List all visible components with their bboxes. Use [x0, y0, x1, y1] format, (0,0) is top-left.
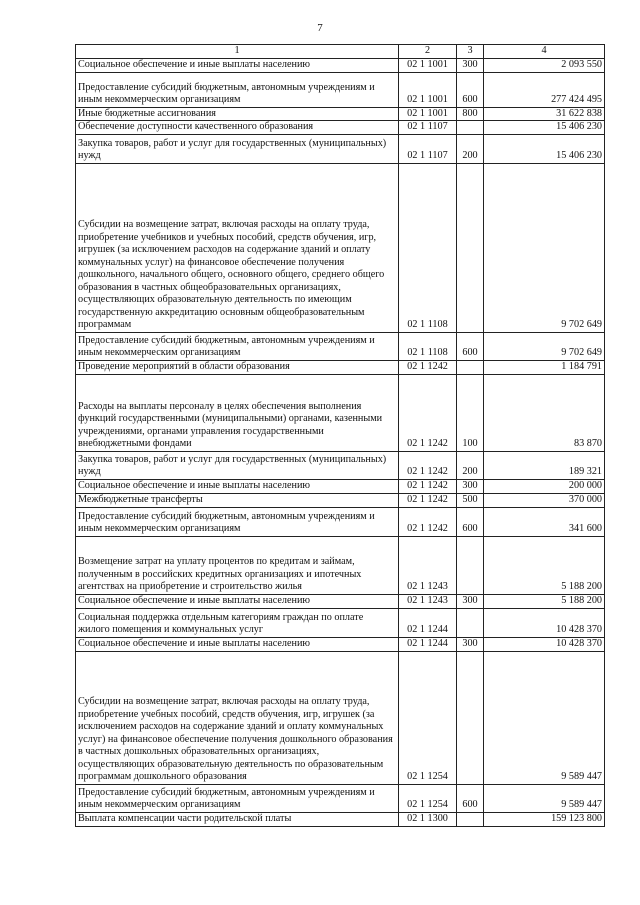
table-row — [76, 507, 605, 536]
row-amount: 9 702 649 — [484, 163, 605, 332]
budget-table — [75, 44, 605, 827]
row-expense-type: 500 — [457, 493, 484, 507]
row-expense-type — [457, 608, 484, 637]
row-expense-type: 200 — [457, 134, 484, 163]
header-row — [76, 45, 605, 59]
row-amount: 1 184 791 — [484, 360, 605, 374]
row-description: Социальное обеспечение и иные выплаты населению — [76, 637, 399, 651]
row-description: Субсидии на возмещение затрат, включая расходы на оплату труда, приобретение учебных пособий, средств обучения, игр, игрушек (за исключением расходов на содержание зданий и оплату коммунальных услуг) на финансовое обеспечение получения дошкольного образования в частных дошкольных образовательных организациях, осуществляющих образовательную деятельность по образовательным программам дошкольного образования — [76, 651, 399, 784]
row-expense-type: 600 — [457, 784, 484, 812]
table-row — [76, 651, 605, 784]
row-amount: 277 424 495 — [484, 72, 605, 107]
row-amount: 10 428 370 — [484, 608, 605, 637]
row-code: 02 1 1243 — [399, 594, 457, 608]
row-expense-type: 800 — [457, 107, 484, 121]
row-amount: 31 622 838 — [484, 107, 605, 121]
row-expense-type — [457, 163, 484, 332]
row-description: Предоставление субсидий бюджетным, автономным учреждениям и иным некоммерческим организациям — [76, 784, 399, 812]
page-number: 7 — [317, 22, 323, 34]
row-code: 02 1 1243 — [399, 536, 457, 594]
row-code: 02 1 1242 — [399, 493, 457, 507]
row-description: Межбюджетные трансферты — [76, 493, 399, 507]
table-row — [76, 134, 605, 163]
row-expense-type — [457, 536, 484, 594]
table-row — [76, 608, 605, 637]
row-amount: 159 123 800 — [484, 812, 605, 826]
row-code: 02 1 1107 — [399, 121, 457, 135]
row-code: 02 1 1254 — [399, 784, 457, 812]
table-row — [76, 72, 605, 107]
table-row — [76, 360, 605, 374]
row-amount: 200 000 — [484, 479, 605, 493]
row-amount: 370 000 — [484, 493, 605, 507]
row-expense-type: 200 — [457, 451, 484, 479]
table-row — [76, 784, 605, 812]
row-amount: 9 589 447 — [484, 784, 605, 812]
budget-table-body — [76, 45, 605, 827]
row-expense-type: 300 — [457, 58, 484, 72]
table-row — [76, 451, 605, 479]
row-code: 02 1 1254 — [399, 651, 457, 784]
row-amount: 189 321 — [484, 451, 605, 479]
row-code: 02 1 1244 — [399, 637, 457, 651]
row-code: 02 1 1242 — [399, 374, 457, 451]
row-amount: 9 702 649 — [484, 332, 605, 360]
row-expense-type: 600 — [457, 72, 484, 107]
table-row — [76, 536, 605, 594]
row-code: 02 1 1108 — [399, 332, 457, 360]
header-col-1: 1 — [76, 45, 399, 59]
row-expense-type — [457, 651, 484, 784]
row-expense-type — [457, 812, 484, 826]
row-expense-type — [457, 360, 484, 374]
row-description: Иные бюджетные ассигнования — [76, 107, 399, 121]
row-description: Закупка товаров, работ и услуг для государственных (муниципальных) нужд — [76, 451, 399, 479]
row-description: Выплата компенсации части родительской платы — [76, 812, 399, 826]
row-code: 02 1 1001 — [399, 72, 457, 107]
row-description: Социальное обеспечение и иные выплаты населению — [76, 58, 399, 72]
row-description: Субсидии на возмещение затрат, включая расходы на оплату труда, приобретение учебников и учебных пособий, средств обучения, игр, игрушек (за исключением расходов на содержание зданий и оплату коммунальных услуг) на финансовое обеспечение получения дошкольного, начального общего, основного общего, среднего общего образования в частных общеобразовательных организациях, осуществляющих образовательную деятельность по имеющим государственную аккредитацию основным общеобразовательным программам — [76, 163, 399, 332]
row-code: 02 1 1242 — [399, 479, 457, 493]
row-description: Возмещение затрат на уплату процентов по кредитам и займам, полученным в российских кредитных организациях и ипотечных агентствах на приобретение и строительство жилья — [76, 536, 399, 594]
row-description: Социальное обеспечение и иные выплаты населению — [76, 594, 399, 608]
table-row — [76, 163, 605, 332]
row-amount: 15 406 230 — [484, 121, 605, 135]
row-code: 02 1 1242 — [399, 451, 457, 479]
row-code: 02 1 1001 — [399, 58, 457, 72]
row-description: Расходы на выплаты персоналу в целях обеспечения выполнения функций государственными (муниципальными) органами, казенными учреждениями, органами управления государственными внебюджетными фондами — [76, 374, 399, 451]
table-row — [76, 121, 605, 135]
row-description: Обеспечение доступности качественного образования — [76, 121, 399, 135]
row-expense-type: 300 — [457, 479, 484, 493]
row-description: Предоставление субсидий бюджетным, автономным учреждениям и иным некоммерческим организациям — [76, 332, 399, 360]
row-code: 02 1 1242 — [399, 360, 457, 374]
header-col-3: 3 — [457, 45, 484, 59]
row-amount: 83 870 — [484, 374, 605, 451]
table-row — [76, 594, 605, 608]
row-code: 02 1 1108 — [399, 163, 457, 332]
row-description: Закупка товаров, работ и услуг для государственных (муниципальных) нужд — [76, 134, 399, 163]
row-amount: 341 600 — [484, 507, 605, 536]
row-description: Социальная поддержка отдельным категориям граждан по оплате жилого помещения и коммунальных услуг — [76, 608, 399, 637]
row-code: 02 1 1300 — [399, 812, 457, 826]
row-expense-type: 300 — [457, 594, 484, 608]
table-row — [76, 479, 605, 493]
table-row — [76, 812, 605, 826]
row-code: 02 1 1001 — [399, 107, 457, 121]
row-code: 02 1 1242 — [399, 507, 457, 536]
row-amount: 10 428 370 — [484, 637, 605, 651]
table-row — [76, 332, 605, 360]
row-description: Проведение мероприятий в области образования — [76, 360, 399, 374]
row-expense-type: 600 — [457, 332, 484, 360]
row-amount: 2 093 550 — [484, 58, 605, 72]
row-description: Социальное обеспечение и иные выплаты населению — [76, 479, 399, 493]
row-code: 02 1 1244 — [399, 608, 457, 637]
row-expense-type: 600 — [457, 507, 484, 536]
row-code: 02 1 1107 — [399, 134, 457, 163]
row-amount: 9 589 447 — [484, 651, 605, 784]
row-amount: 5 188 200 — [484, 594, 605, 608]
table-row — [76, 58, 605, 72]
table-row — [76, 107, 605, 121]
header-col-2: 2 — [399, 45, 457, 59]
table-row — [76, 374, 605, 451]
row-description: Предоставление субсидий бюджетным, автономным учреждениям и иным некоммерческим организациям — [76, 507, 399, 536]
row-amount: 5 188 200 — [484, 536, 605, 594]
table-row — [76, 493, 605, 507]
row-expense-type — [457, 121, 484, 135]
header-col-4: 4 — [484, 45, 605, 59]
row-expense-type: 100 — [457, 374, 484, 451]
table-row — [76, 637, 605, 651]
row-amount: 15 406 230 — [484, 134, 605, 163]
row-expense-type: 300 — [457, 637, 484, 651]
row-description: Предоставление субсидий бюджетным, автономным учреждениям и иным некоммерческим организациям — [76, 72, 399, 107]
